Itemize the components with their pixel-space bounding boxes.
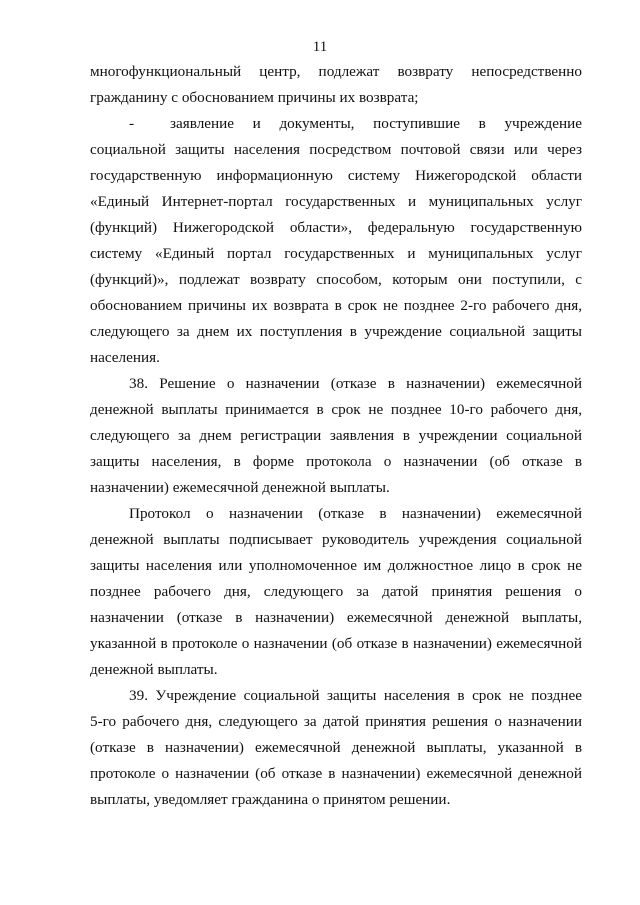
text-line: защиты населения или уполномоченное им должностное лицо в срок не bbox=[90, 557, 582, 574]
text-line: Протокол о назначении (отказе в назначении) ежемесячной bbox=[129, 505, 582, 522]
text-line: назначении (отказе в назначении) ежемесячной денежной выплаты, bbox=[90, 609, 582, 626]
text-line: (отказе в назначении) ежемесячной денежной выплаты, указанной в bbox=[90, 739, 582, 756]
text-line: следующего за днем их поступления в учреждение социальной защиты bbox=[90, 323, 582, 340]
text-line: населения. bbox=[90, 349, 160, 366]
text-line: выплаты, уведомляет гражданина о принятом решении. bbox=[90, 791, 451, 808]
text-line: денежной выплаты подписывает руководитель учреждения социальной bbox=[90, 531, 582, 548]
list-dash: - bbox=[129, 115, 135, 132]
text-line: систему «Единый портал государственных и муниципальных услуг bbox=[90, 245, 582, 262]
text-line: социальной защиты населения посредством почтовой связи или через bbox=[90, 141, 582, 158]
text-line: заявление и документы, поступившие в учреждение bbox=[170, 115, 582, 132]
text-line: следующего за днем регистрации заявления в учреждении социальной bbox=[90, 427, 582, 444]
page-number: 11 bbox=[312, 39, 328, 55]
text-line: государственную информационную систему Нижегородской области bbox=[90, 167, 582, 184]
text-line: (функций) Нижегородской области», федеральную государственную bbox=[90, 219, 582, 236]
text-line: многофункциональный центр, подлежат возврату непосредственно bbox=[90, 63, 582, 80]
text-line: указанной в протоколе о назначении (об отказе в назначении) ежемесячной bbox=[90, 635, 582, 652]
text-line: протоколе о назначении (об отказе в назначении) ежемесячной денежной bbox=[90, 765, 582, 782]
text-line: денежной выплаты принимается в срок не позднее 10-го рабочего дня, bbox=[90, 401, 582, 418]
text-line: 39. Учреждение социальной защиты населения в срок не позднее bbox=[129, 687, 582, 704]
text-line: денежной выплаты. bbox=[90, 661, 218, 678]
text-line: 5-го рабочего дня, следующего за датой принятия решения о назначении bbox=[90, 713, 582, 730]
text-line: назначении) ежемесячной денежной выплаты. bbox=[90, 479, 390, 496]
text-line: (функций)», подлежат возврату способом, которым они поступили, с bbox=[90, 271, 582, 288]
text-line: «Единый Интернет-портал государственных и муниципальных услуг bbox=[90, 193, 582, 210]
text-line: позднее рабочего дня, следующего за датой принятия решения о bbox=[90, 583, 582, 600]
text-line: защиты населения, в форме протокола о назначении (об отказе в bbox=[90, 453, 582, 470]
text-line: гражданину с обоснованием причины их возврата; bbox=[90, 89, 419, 106]
text-line: 38. Решение о назначении (отказе в назначении) ежемесячной bbox=[129, 375, 582, 392]
text-line: обоснованием причины их возврата в срок не позднее 2-го рабочего дня, bbox=[90, 297, 582, 314]
